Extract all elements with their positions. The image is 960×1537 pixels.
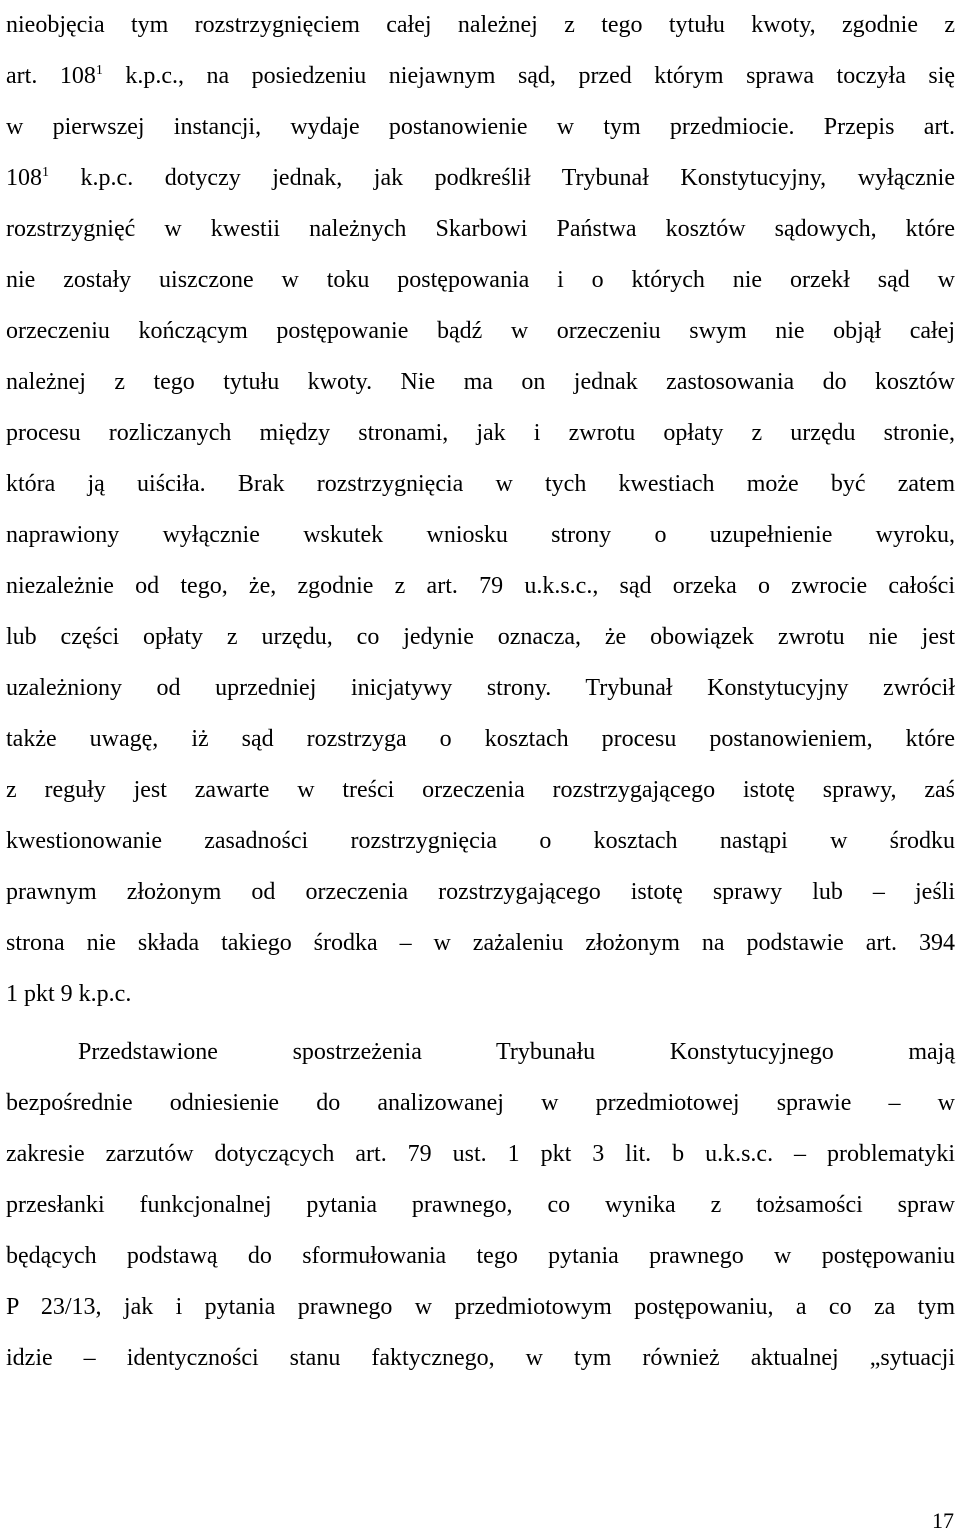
text-line: prawnym złożonym od orzeczenia rozstrzygającego istotę sprawy lub – jeśli: [6, 879, 955, 905]
text-line: która ją uiściła. Brak rozstrzygnięcia w tych kwestiach może być zatem: [6, 471, 955, 497]
page-number: 17: [932, 1508, 954, 1533]
text-line: bezpośrednie odniesienie do analizowanej w przedmiotowej sprawie – w: [6, 1090, 955, 1116]
text-line: z reguły jest zawarte w treści orzeczenia rozstrzygającego istotę sprawy, zaś: [6, 777, 955, 803]
text-line: nie zostały uiszczone w toku postępowania i o których nie orzekł sąd w: [6, 267, 955, 293]
text-line: P 23/13, jak i pytania prawnego w przedmiotowym postępowaniu, a co za tym: [6, 1294, 955, 1320]
text-fragment: k.p.c. dotyczy jednak, jak podkreślił Trybunał Konstytucyjny, wyłącznie: [80, 165, 955, 191]
text-line: uzależniony od uprzedniej inicjatywy strony. Trybunał Konstytucyjny zwrócił: [6, 675, 955, 701]
text-line: procesu rozliczanych między stronami, jak i zwrotu opłaty z urzędu stronie,: [6, 420, 955, 446]
text-line: Przedstawione spostrzeżenia Trybunału Konstytucyjnego mają: [78, 1039, 955, 1065]
text-line: także uwagę, iż sąd rozstrzyga o kosztach procesu postanowieniem, które: [6, 726, 955, 752]
text-line: orzeczeniu kończącym postępowanie bądź w orzeczeniu swym nie objął całej: [6, 318, 955, 344]
text-line: nieobjęcia tym rozstrzygnięciem całej należnej z tego tytułu kwoty, zgodnie z: [6, 12, 955, 38]
text-line: zakresie zarzutów dotyczących art. 79 ust. 1 pkt 3 lit. b u.k.s.c. – problematyki: [6, 1141, 955, 1167]
text-line: lub części opłaty z urzędu, co jedynie oznacza, że obowiązek zwrotu nie jest: [6, 624, 955, 650]
text-line: w pierwszej instancji, wydaje postanowienie w tym przedmiocie. Przepis art.: [6, 114, 955, 140]
paragraph-1: [6, 0, 955, 1020]
superscript: 1: [95, 63, 103, 78]
text-line: kwestionowanie zasadności rozstrzygnięcia o kosztach nastąpi w środku: [6, 828, 955, 854]
text-line: naprawiony wyłącznie wskutek wniosku strony o uzupełnienie wyroku,: [6, 522, 955, 548]
text-line: idzie – identyczności stanu faktycznego, w tym również aktualnej „sytuacji: [6, 1345, 955, 1371]
text-line: rozstrzygnięć w kwestii należnych Skarbowi Państwa kosztów sądowych, które: [6, 216, 955, 242]
text-line: przesłanki funkcjonalnej pytania prawnego, co wynika z tożsamości spraw: [6, 1192, 955, 1218]
text-line: niezależnie od tego, że, zgodnie z art. 79 u.k.s.c., sąd orzeka o zwrocie całości: [6, 573, 955, 599]
text-line: będących podstawą do sformułowania tego pytania prawnego w postępowaniu: [6, 1243, 955, 1269]
paragraph-2: [6, 1027, 955, 1384]
text-fragment: k.p.c., na posiedzeniu niejawnym sąd, przed którym sprawa toczyła się: [125, 63, 956, 89]
superscript: 1: [42, 165, 49, 180]
text-line: 1 pkt 9 k.p.c.: [6, 981, 132, 1007]
text-line: [6, 51, 955, 102]
text-line: należnej z tego tytułu kwoty. Nie ma on jednak zastosowania do kosztów: [6, 369, 955, 395]
article-reference: art. 108: [6, 63, 96, 89]
text-line: strona nie składa takiego środka – w zażaleniu złożonym na podstawie art. 394: [6, 930, 955, 956]
text-line: [6, 153, 955, 204]
article-reference: 108: [6, 165, 42, 191]
